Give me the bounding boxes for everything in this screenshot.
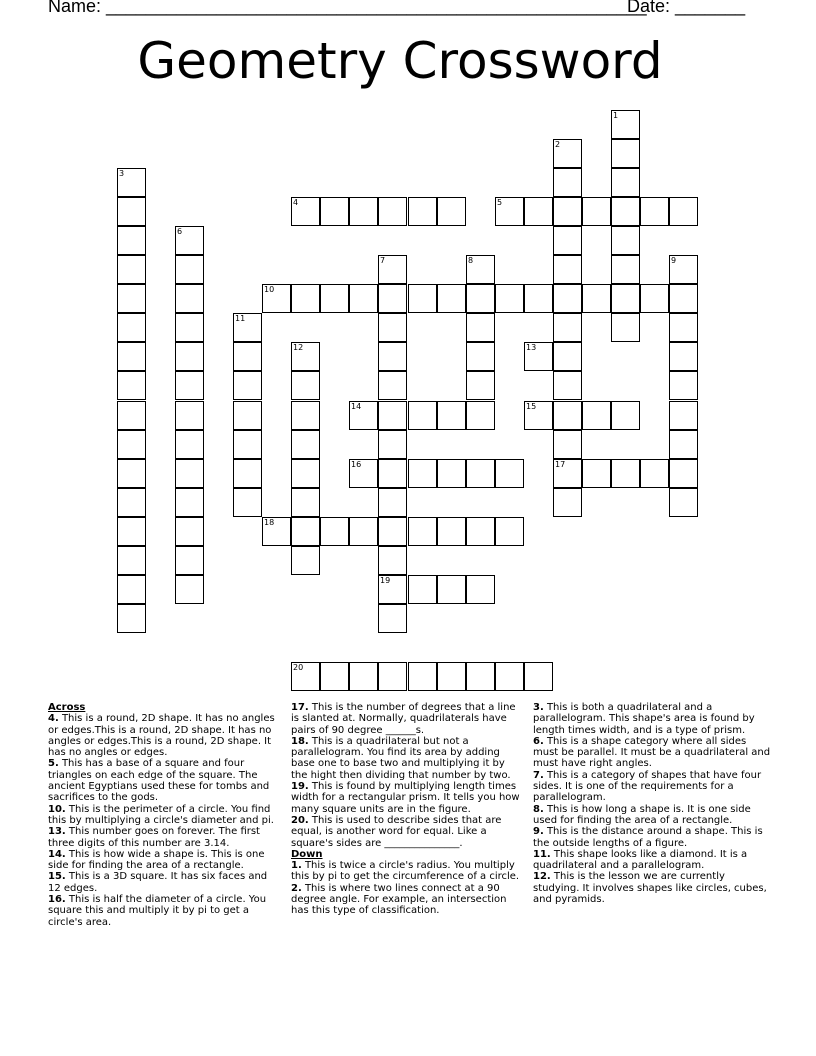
grid-cell[interactable] (291, 662, 320, 691)
clue-number: 16 (351, 460, 362, 469)
grid-cell[interactable] (640, 197, 669, 226)
grid-cell[interactable] (466, 459, 495, 488)
clues-column-2 (291, 702, 524, 917)
grid-cell[interactable] (669, 313, 698, 342)
clue-item-number: 3. (533, 702, 544, 713)
grid-cell[interactable] (291, 197, 320, 226)
clue-item (48, 871, 281, 894)
grid-cell[interactable] (553, 284, 582, 313)
clue-item (533, 871, 773, 905)
grid-cell[interactable] (320, 517, 349, 546)
grid-cell[interactable] (553, 197, 582, 226)
grid-cell[interactable] (378, 284, 407, 313)
grid-cell[interactable] (349, 284, 378, 313)
grid-cell[interactable] (117, 168, 146, 197)
grid-cell[interactable] (669, 371, 698, 400)
clue-item (48, 826, 281, 849)
clue-number: 9 (671, 256, 677, 265)
grid-cell[interactable] (640, 284, 669, 313)
grid-cell[interactable] (378, 371, 407, 400)
clue-number: 3 (119, 169, 125, 178)
clue-number: 13 (526, 343, 537, 352)
clue-number: 17 (555, 460, 566, 469)
grid-cell[interactable] (175, 430, 204, 459)
clue-item-number: 16. (48, 894, 66, 906)
grid-cell[interactable] (524, 662, 553, 691)
clue-item (48, 713, 281, 758)
grid-cell[interactable] (117, 197, 146, 226)
grid-cell[interactable] (553, 371, 582, 400)
grid-cell[interactable] (117, 401, 146, 430)
clue-number: 2 (555, 140, 561, 149)
clue-number: 5 (497, 198, 503, 207)
grid-cell[interactable] (320, 284, 349, 313)
clue-item-text: This is a category of shapes that have four sides. It is one of the requirements for a parallelogram. (533, 769, 762, 804)
grid-cell[interactable] (466, 401, 495, 430)
grid-cell[interactable] (233, 430, 262, 459)
grid-cell[interactable] (117, 575, 146, 604)
grid-cell[interactable] (495, 517, 524, 546)
grid-cell[interactable] (495, 284, 524, 313)
grid-cell[interactable] (175, 371, 204, 400)
clue-item (48, 804, 281, 827)
grid-cell[interactable] (669, 342, 698, 371)
clue-item-text: This is a quadrilateral but not a parallelogram. You find its area by adding base one to base two and multiplying it by the hight then dividing that number by two. (291, 735, 511, 781)
grid-cell[interactable] (291, 488, 320, 517)
grid-cell[interactable] (117, 604, 146, 633)
clues-column-1 (48, 702, 281, 928)
grid-cell[interactable] (117, 517, 146, 546)
grid-cell[interactable] (640, 459, 669, 488)
grid-cell[interactable] (669, 459, 698, 488)
clue-item-text: This is a shape category where all sides must be parallel. It must be a quadrilateral and must have right angles. (533, 735, 771, 770)
grid-cell[interactable] (553, 430, 582, 459)
clue-item-number: 6. (533, 735, 544, 747)
clue-item-number: 13. (48, 826, 66, 838)
clue-number: 10 (264, 285, 275, 294)
page-title: Geometry Crossword (137, 32, 663, 90)
grid-cell[interactable] (233, 371, 262, 400)
clue-item-text: This is the lesson we are currently studying. It involves shapes like circles, cubes, and pyramids. (533, 871, 767, 906)
grid-cell[interactable] (669, 255, 698, 284)
grid-cell[interactable] (262, 517, 291, 546)
grid-cell[interactable] (378, 459, 407, 488)
grid-cell[interactable] (408, 575, 437, 604)
grid-cell[interactable] (408, 517, 437, 546)
grid-cell[interactable] (117, 313, 146, 342)
name-field-label: Name: ______________________________________________________ (48, 0, 647, 16)
grid-cell[interactable] (611, 139, 640, 168)
grid-cell[interactable] (437, 197, 466, 226)
clue-item (533, 804, 773, 827)
grid-cell[interactable] (378, 662, 407, 691)
grid-cell[interactable] (437, 459, 466, 488)
grid-cell[interactable] (378, 197, 407, 226)
clue-item (291, 736, 524, 781)
grid-cell[interactable] (669, 488, 698, 517)
grid-cell[interactable] (466, 255, 495, 284)
grid-cell[interactable] (524, 197, 553, 226)
grid-cell[interactable] (669, 197, 698, 226)
clue-item (533, 702, 773, 736)
clue-item-number: 7. (533, 769, 544, 781)
clue-item-text: This is a 3D square. It has six faces and 12 edges. (48, 871, 268, 894)
clue-item-number: 20. (291, 814, 309, 826)
clue-item-text: This has a base of a square and four triangles on each edge of the square. The ancient Egyptians used these for tombs and sacrifices to the gods. (48, 758, 270, 804)
clue-item-number: 8. (533, 803, 544, 815)
clue-item-text: This number goes on forever. The first three digits of this number are 3.14. (48, 826, 260, 849)
grid-cell[interactable] (378, 430, 407, 459)
grid-cell[interactable] (233, 401, 262, 430)
clue-item (533, 849, 773, 872)
grid-cell[interactable] (437, 401, 466, 430)
clue-number: 4 (293, 198, 299, 207)
grid-cell[interactable] (408, 284, 437, 313)
clue-item-number: 17. (291, 702, 309, 713)
grid-cell[interactable] (117, 546, 146, 575)
grid-cell[interactable] (495, 459, 524, 488)
grid-cell[interactable] (611, 197, 640, 226)
grid-cell[interactable] (320, 197, 349, 226)
clue-item (48, 758, 281, 803)
grid-cell[interactable] (553, 342, 582, 371)
grid-cell[interactable] (466, 313, 495, 342)
grid-cell[interactable] (233, 459, 262, 488)
clue-item-text: This is where two lines connect at a 90 degree angle. For example, an intersection has this type of classification. (291, 882, 507, 917)
grid-cell[interactable] (291, 342, 320, 371)
grid-cell[interactable] (553, 226, 582, 255)
clue-item-text: This is half the diameter of a circle. You square this and multiply it by pi to get a circle's area. (48, 894, 267, 928)
down-clue-list (291, 860, 524, 916)
grid-cell[interactable] (669, 401, 698, 430)
grid-cell[interactable] (175, 546, 204, 575)
clue-item-text: This is how wide a shape is. This is one side for finding the area of a rectangle. (48, 848, 265, 872)
grid-cell[interactable] (582, 459, 611, 488)
clue-number: 15 (526, 402, 537, 411)
grid-cell[interactable] (437, 575, 466, 604)
grid-cell[interactable] (466, 284, 495, 313)
clue-item-number: 19. (291, 781, 309, 793)
clue-item (48, 849, 281, 872)
clue-item-text: This is the perimeter of a circle. You find this by multiplying a circle's diameter and pi. (48, 803, 274, 826)
grid-cell[interactable] (175, 255, 204, 284)
clue-number: 14 (351, 402, 362, 411)
grid-cell[interactable] (291, 430, 320, 459)
grid-cell[interactable] (320, 662, 349, 691)
grid-cell[interactable] (553, 313, 582, 342)
clue-item (291, 815, 524, 849)
grid-cell[interactable] (117, 284, 146, 313)
clue-item-text: This is the number of degrees that a line is slanted at. Normally, quadrilaterals have pairs of 90 degree ______s. (291, 702, 516, 736)
grid-cell[interactable] (669, 430, 698, 459)
clue-item-number: 15. (48, 871, 66, 883)
grid-cell[interactable] (262, 284, 291, 313)
grid-cell[interactable] (175, 488, 204, 517)
grid-cell[interactable] (553, 255, 582, 284)
grid-cell[interactable] (349, 401, 378, 430)
grid-cell[interactable] (378, 575, 407, 604)
across-clue-list (48, 713, 281, 928)
clue-item (533, 736, 773, 770)
clue-number: 12 (293, 343, 304, 352)
clue-item (48, 894, 281, 928)
grid-cell[interactable] (291, 371, 320, 400)
clue-number: 11 (235, 314, 246, 323)
grid-cell[interactable] (582, 401, 611, 430)
grid-cell[interactable] (233, 313, 262, 342)
grid-cell[interactable] (495, 662, 524, 691)
clue-item-text: This is both a quadrilateral and a parallelogram. This shape's area is found by length times width, and is a type of prism. (533, 702, 755, 736)
grid-cell[interactable] (349, 459, 378, 488)
grid-cell[interactable] (117, 226, 146, 255)
clue-item-text: This is twice a circle's radius. You multiply this by pi to get the circumference of a circle. (291, 860, 520, 883)
grid-cell[interactable] (553, 459, 582, 488)
grid-cell[interactable] (495, 197, 524, 226)
clue-item-text: This is found by multiplying length times width for a rectangular prism. It tells you how many square units are in the figure. (291, 781, 520, 815)
clue-item-number: 1. (291, 860, 302, 872)
clue-number: 19 (380, 576, 391, 585)
across-heading: Across (48, 702, 86, 713)
grid-cell[interactable] (349, 197, 378, 226)
date-field-label: Date: _______ (627, 0, 746, 16)
grid-cell[interactable] (291, 459, 320, 488)
grid-cell[interactable] (553, 401, 582, 430)
clue-item-number: 9. (533, 826, 544, 838)
grid-cell[interactable] (378, 255, 407, 284)
grid-cell[interactable] (117, 488, 146, 517)
clue-number: 18 (264, 518, 275, 527)
clues-column-3 (533, 702, 773, 905)
grid-cell[interactable] (582, 284, 611, 313)
grid-cell[interactable] (611, 401, 640, 430)
clue-item (291, 883, 524, 917)
grid-cell[interactable] (611, 110, 640, 139)
grid-cell[interactable] (233, 488, 262, 517)
grid-cell[interactable] (378, 517, 407, 546)
grid-cell[interactable] (291, 517, 320, 546)
grid-cell[interactable] (117, 459, 146, 488)
clue-item-number: 5. (48, 758, 59, 770)
grid-cell[interactable] (611, 313, 640, 342)
grid-cell[interactable] (611, 459, 640, 488)
grid-cell[interactable] (524, 401, 553, 430)
clue-item-number: 2. (291, 882, 302, 894)
grid-cell[interactable] (524, 284, 553, 313)
clue-item-number: 4. (48, 713, 59, 725)
clue-item-number: 10. (48, 803, 66, 815)
grid-cell[interactable] (378, 604, 407, 633)
grid-cell[interactable] (175, 459, 204, 488)
grid-cell[interactable] (349, 662, 378, 691)
clue-item-text: This shape looks like a diamond. It is a quadrilateral and a parallelogram. (533, 848, 748, 872)
grid-cell[interactable] (408, 662, 437, 691)
clue-item-text: This is how long a shape is. It is one side used for finding the area of a rectangle. (533, 803, 751, 826)
down-heading: Down (291, 848, 323, 860)
grid-cell[interactable] (553, 139, 582, 168)
grid-cell[interactable] (175, 284, 204, 313)
grid-cell[interactable] (175, 226, 204, 255)
clue-item-text: This is a round, 2D shape. It has no angles or edges.This is a round, 2D shape. It has no angles or edges.This is a round, 2D shape. It has no angles or edges. (48, 713, 275, 759)
clue-number: 20 (293, 663, 304, 672)
clue-item (533, 770, 773, 804)
grid-cell[interactable] (466, 662, 495, 691)
grid-cell[interactable] (378, 546, 407, 575)
grid-cell[interactable] (175, 401, 204, 430)
clue-item-number: 18. (291, 735, 309, 747)
grid-cell[interactable] (175, 313, 204, 342)
grid-cell[interactable] (175, 342, 204, 371)
clue-number: 6 (177, 227, 183, 236)
grid-cell[interactable] (466, 575, 495, 604)
grid-cell[interactable] (291, 401, 320, 430)
grid-cell[interactable] (117, 430, 146, 459)
clue-item-number: 11. (533, 848, 551, 860)
grid-cell[interactable] (117, 342, 146, 371)
grid-cell[interactable] (175, 517, 204, 546)
clue-item-number: 12. (533, 871, 551, 883)
grid-cell[interactable] (611, 284, 640, 313)
grid-cell[interactable] (437, 517, 466, 546)
grid-cell[interactable] (408, 401, 437, 430)
grid-cell[interactable] (378, 313, 407, 342)
grid-cell[interactable] (553, 168, 582, 197)
grid-cell[interactable] (349, 517, 378, 546)
grid-cell[interactable] (466, 517, 495, 546)
grid-cell[interactable] (175, 575, 204, 604)
grid-cell[interactable] (611, 255, 640, 284)
grid-cell[interactable] (466, 371, 495, 400)
grid-cell[interactable] (669, 284, 698, 313)
grid-cell[interactable] (291, 546, 320, 575)
grid-cell[interactable] (233, 342, 262, 371)
across-clue-list-continued (291, 702, 524, 849)
grid-cell[interactable] (611, 226, 640, 255)
grid-cell[interactable] (117, 371, 146, 400)
grid-cell[interactable] (437, 662, 466, 691)
grid-cell[interactable] (611, 168, 640, 197)
grid-cell[interactable] (437, 284, 466, 313)
grid-cell[interactable] (408, 197, 437, 226)
grid-cell[interactable] (378, 342, 407, 371)
clue-item-text: This is used to describe sides that are equal, is another word for equal. Like a square's sides are _______________. (291, 814, 502, 849)
grid-cell[interactable] (117, 255, 146, 284)
clue-item (533, 826, 773, 849)
grid-cell[interactable] (408, 459, 437, 488)
grid-cell[interactable] (466, 342, 495, 371)
grid-cell[interactable] (378, 401, 407, 430)
grid-cell[interactable] (553, 488, 582, 517)
clue-number: 7 (380, 256, 386, 265)
clue-item-number: 14. (48, 848, 66, 860)
down-clue-list-continued (533, 702, 773, 905)
clue-item (291, 781, 524, 815)
clue-number: 8 (468, 256, 474, 265)
grid-cell[interactable] (291, 284, 320, 313)
grid-cell[interactable] (582, 197, 611, 226)
clue-number: 1 (613, 111, 619, 120)
grid-cell[interactable] (524, 342, 553, 371)
grid-cell[interactable] (378, 488, 407, 517)
clue-item (291, 702, 524, 736)
clue-item (291, 860, 524, 883)
clue-item-text: This is the distance around a shape. This is the outside lengths of a figure. (533, 826, 763, 849)
